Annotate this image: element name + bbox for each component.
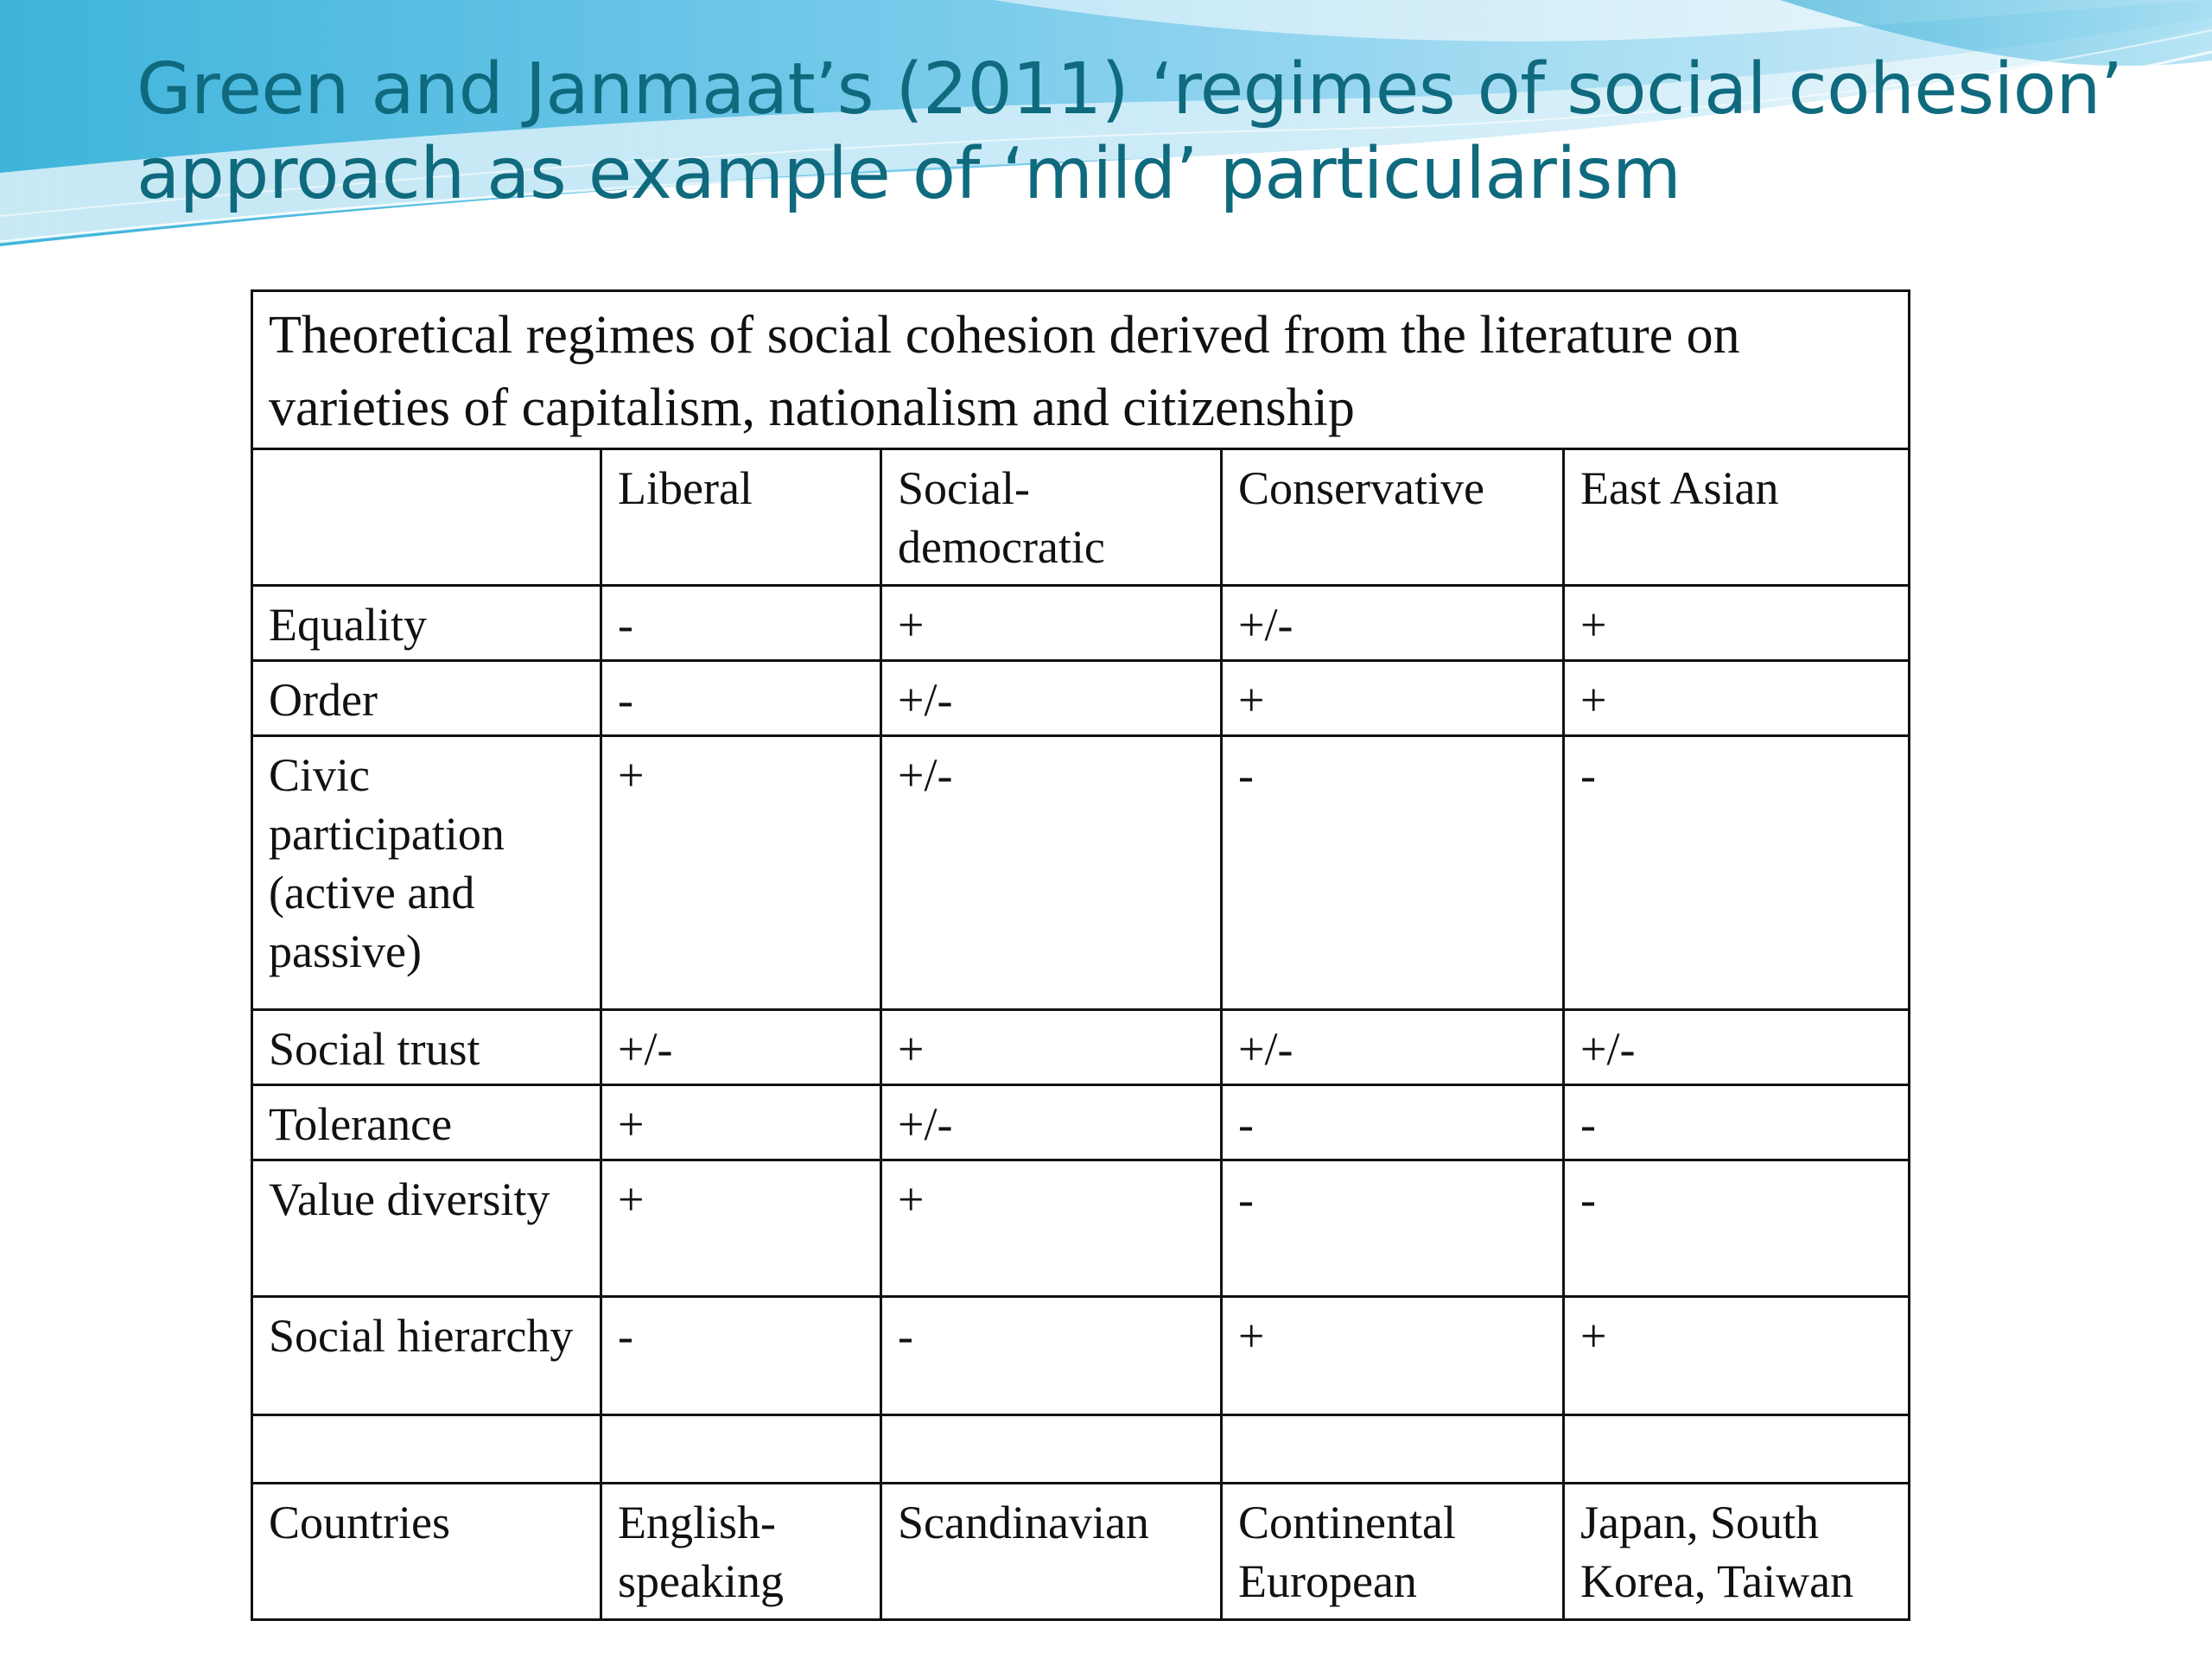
row-label: Civic participation (active and passive) [252, 736, 601, 1010]
table-cell: Japan, South Korea, Taiwan [1564, 1484, 1910, 1620]
header-cell-liberal: Liberal [601, 449, 881, 586]
table-cell: +/- [881, 1085, 1222, 1160]
row-label: Social trust [252, 1010, 601, 1085]
table-cell: - [601, 586, 881, 661]
regimes-table-container [251, 289, 1908, 1621]
header-cell-social-democratic: Social-democratic [881, 449, 1222, 586]
table-cell: + [601, 736, 881, 1010]
table-cell: + [601, 1085, 881, 1160]
table-cell: + [1564, 1297, 1910, 1415]
slide-title: Green and Janmaat’s (2011) ‘regimes of social cohesion’ approach as example of ‘mild’ particularism [137, 48, 2123, 215]
table-cell: - [1222, 736, 1564, 1010]
table-cell [881, 1415, 1222, 1484]
table-cell: - [601, 661, 881, 736]
table-cell [601, 1415, 881, 1484]
row-label: Order [252, 661, 601, 736]
table-cell: +/- [601, 1010, 881, 1085]
table-row-equality [252, 586, 1910, 661]
table-row-tolerance [252, 1085, 1910, 1160]
row-label: Countries [252, 1484, 601, 1620]
table-cell: + [881, 1010, 1222, 1085]
row-label: Value diversity [252, 1160, 601, 1297]
table-cell: Scandinavian [881, 1484, 1222, 1620]
table-row-social-hierarchy [252, 1297, 1910, 1415]
table-cell: - [1564, 1160, 1910, 1297]
row-label: Tolerance [252, 1085, 601, 1160]
row-label: Social hierarchy [252, 1297, 601, 1415]
table-cell: + [601, 1160, 881, 1297]
table-cell: - [1564, 736, 1910, 1010]
table-cell: + [881, 586, 1222, 661]
table-caption: Theoretical regimes of social cohesion derived from the literature on varieties of capitalism, nationalism and citizenship [252, 291, 1910, 449]
table-caption-row [252, 291, 1910, 449]
header-cell-blank [252, 449, 601, 586]
table-cell: + [1564, 586, 1910, 661]
table-cell: +/- [1222, 586, 1564, 661]
table-row-value-diversity [252, 1160, 1910, 1297]
table-row-order [252, 661, 1910, 736]
table-cell: - [1564, 1085, 1910, 1160]
header-cell-east-asian: East Asian [1564, 449, 1910, 586]
table-cell: English-speaking [601, 1484, 881, 1620]
table-cell [1564, 1415, 1910, 1484]
table-cell: + [1222, 661, 1564, 736]
row-label: Equality [252, 586, 601, 661]
table-cell: - [1222, 1160, 1564, 1297]
table-cell: - [1222, 1085, 1564, 1160]
table-cell: + [1222, 1297, 1564, 1415]
table-cell: Continental European [1222, 1484, 1564, 1620]
table-row-empty [252, 1415, 1910, 1484]
table-cell [1222, 1415, 1564, 1484]
table-cell: +/- [1564, 1010, 1910, 1085]
table-cell: +/- [1222, 1010, 1564, 1085]
row-label [252, 1415, 601, 1484]
table-row-countries [252, 1484, 1910, 1620]
regimes-table [251, 289, 1910, 1621]
table-cell: + [1564, 661, 1910, 736]
table-cell: - [881, 1297, 1222, 1415]
table-row-civic-participation [252, 736, 1910, 1010]
table-cell: +/- [881, 661, 1222, 736]
table-header-row [252, 449, 1910, 586]
header-cell-conservative: Conservative [1222, 449, 1564, 586]
table-row-social-trust [252, 1010, 1910, 1085]
table-cell: +/- [881, 736, 1222, 1010]
table-cell: - [601, 1297, 881, 1415]
table-cell: + [881, 1160, 1222, 1297]
